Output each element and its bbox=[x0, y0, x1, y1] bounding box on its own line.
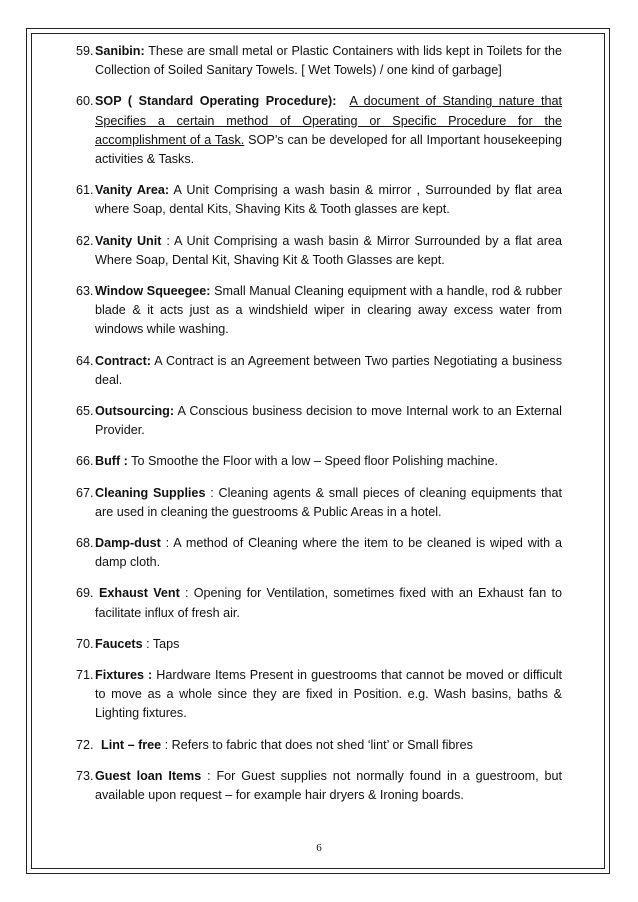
entry-definition: : For Guest supplies not normally found in a guestroom, but available upon request – for example hair dryers & Ironing boards. bbox=[95, 768, 562, 803]
glossary-entry-68 bbox=[76, 534, 562, 572]
entry-term: Buff : bbox=[95, 454, 128, 469]
entry-definition: A Conscious business decision to move Internal work to an External Provider. bbox=[95, 404, 562, 438]
entry-definition: A Contract is an Agreement between Two parties Negotiating a business deal. bbox=[95, 353, 562, 387]
entry-definition: : Opening for Ventilation, sometimes fixed with an Exhaust fan to facilitate influx of fresh air. bbox=[95, 586, 562, 620]
entry-term: Outsourcing: bbox=[95, 404, 175, 419]
entry-term: Exhaust Vent bbox=[99, 586, 180, 601]
glossary-list bbox=[76, 42, 562, 817]
glossary-entry-59 bbox=[76, 42, 562, 80]
entry-definition: To Smoothe the Floor with a low – Speed floor Polishing machine. bbox=[127, 454, 498, 469]
entry-term: Cleaning Supplies bbox=[95, 485, 206, 500]
entry-definition: SOP’s can be developed for all Important housekeeping activities & Tasks. bbox=[95, 132, 562, 167]
entry-definition: : Taps bbox=[142, 636, 180, 651]
glossary-entry-70 bbox=[76, 635, 562, 654]
entry-definition: : A method of Cleaning where the item to be cleaned is wiped with a damp cloth. bbox=[95, 536, 562, 570]
entry-definition-underlined: A document of Standing nature that Specifies a certain method of Operating or Specific Procedure for the accomplishment of a Task. bbox=[95, 94, 562, 147]
entry-number: 70. bbox=[76, 636, 94, 651]
entry-number: 67. bbox=[76, 485, 94, 500]
entry-definition: These are small metal or Plastic Containers with lids kept in Toilets for the Collection of Soiled Sanitary Towels. [ Wet Towels) / one kind of garbage] bbox=[95, 44, 562, 78]
entry-term: Fixtures : bbox=[95, 668, 153, 683]
entry-term: Vanity Area: bbox=[95, 183, 170, 198]
entry-definition: : Cleaning agents & small pieces of cleaning equipments that are used in cleaning the guestrooms & Public Areas in a hotel. bbox=[95, 485, 562, 519]
entry-number: 72. bbox=[76, 737, 94, 752]
glossary-entry-65 bbox=[76, 402, 562, 440]
entry-definition: Hardware Items Present in guestrooms that cannot be moved or difficult to move as a whole since they are fixed in Position. e.g. Wash basins, baths & Lighting fixtures. bbox=[95, 668, 563, 721]
entry-number: 68. bbox=[76, 536, 94, 551]
entry-term: Faucets bbox=[95, 636, 143, 651]
entry-term: Damp-dust bbox=[95, 536, 161, 551]
glossary-entry-63 bbox=[76, 282, 562, 340]
glossary-entry-60 bbox=[76, 92, 562, 169]
entry-term: Guest loan Items bbox=[95, 768, 202, 783]
entry-term: Contract: bbox=[95, 353, 151, 368]
entry-number: 65. bbox=[76, 404, 94, 419]
entry-number: 63. bbox=[76, 284, 94, 299]
glossary-entry-73 bbox=[76, 767, 562, 805]
entry-term: Lint – free bbox=[101, 737, 162, 752]
entry-definition: A Unit Comprising a wash basin & mirror , Surrounded by flat area where Soap, dental Kits, Shaving Kits & Tooth glasses are kept. bbox=[95, 183, 562, 217]
glossary-entry-64 bbox=[76, 352, 562, 390]
entry-number: 60. bbox=[76, 94, 94, 109]
entry-number: 69. bbox=[76, 586, 94, 601]
entry-number: 62. bbox=[76, 233, 94, 248]
glossary-entry-72 bbox=[76, 736, 562, 755]
glossary-entry-66 bbox=[76, 452, 562, 471]
glossary-entry-61 bbox=[76, 181, 562, 219]
entry-number: 59. bbox=[76, 44, 94, 58]
glossary-entry-67 bbox=[76, 484, 562, 522]
entry-number: 61. bbox=[76, 183, 94, 198]
entry-term: Vanity Unit bbox=[95, 233, 162, 248]
entry-number: 73. bbox=[76, 768, 94, 783]
glossary-entry-71 bbox=[76, 666, 562, 724]
glossary-entry-62 bbox=[76, 232, 562, 270]
entry-term: Sanibin: bbox=[95, 44, 145, 58]
entry-number: 64. bbox=[76, 353, 94, 368]
entry-term: SOP ( Standard Operating Procedure): bbox=[95, 94, 337, 109]
entry-term: Window Squeegee: bbox=[95, 284, 211, 299]
entry-number: 71. bbox=[76, 668, 94, 683]
entry-definition: : Refers to fabric that does not shed ‘lint’ or Small fibres bbox=[161, 737, 473, 752]
page-number: 6 bbox=[316, 842, 322, 854]
entry-definition: Small Manual Cleaning equipment with a handle, rod & rubber blade & it acts just as a windshield wiper in clearing away excess water from windows while washing. bbox=[95, 284, 562, 337]
glossary-entry-69 bbox=[76, 584, 562, 622]
entry-number: 66. bbox=[76, 454, 94, 469]
entry-definition: : A Unit Comprising a wash basin & Mirror Surrounded by a flat area Where Soap, Dental Kit, Shaving Kit & Tooth Glasses are kept. bbox=[95, 233, 563, 267]
